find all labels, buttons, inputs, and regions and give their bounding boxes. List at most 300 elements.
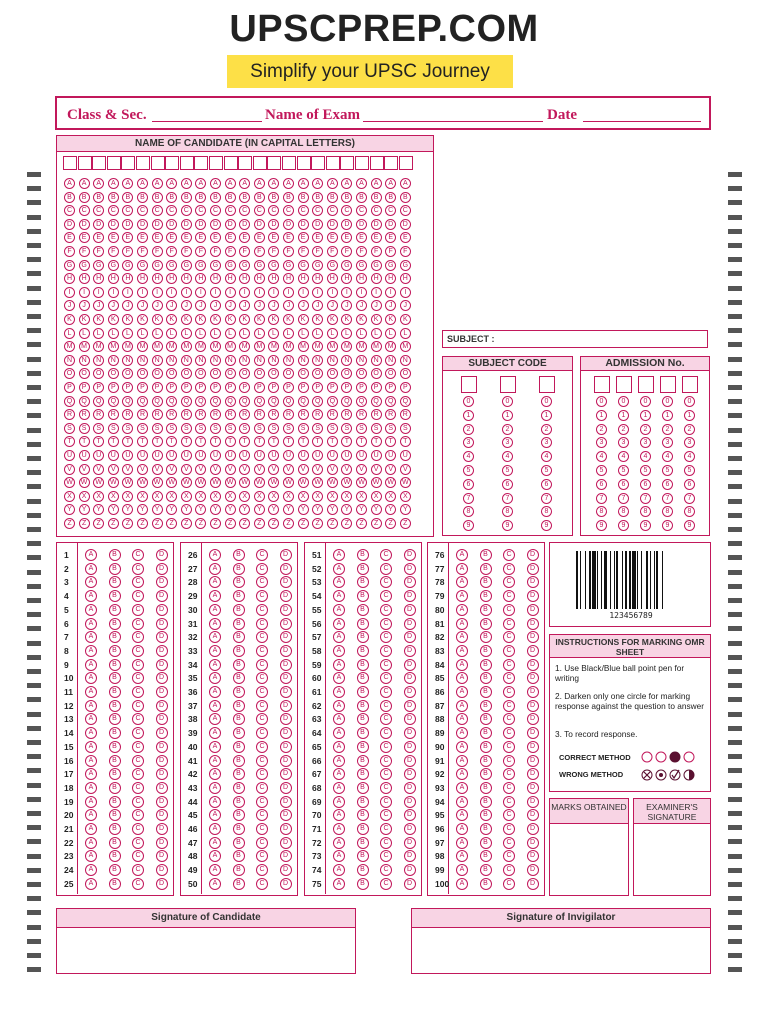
name-bubble[interactable]: P [225, 382, 236, 393]
name-bubble[interactable]: T [108, 436, 119, 447]
name-bubble[interactable]: Y [268, 504, 279, 515]
name-letter-box[interactable] [224, 156, 238, 170]
name-bubble[interactable]: I [327, 287, 338, 298]
name-bubble[interactable]: E [195, 232, 206, 243]
answer-bubble[interactable]: B [480, 659, 492, 671]
name-bubble[interactable]: N [254, 355, 265, 366]
answer-bubble[interactable]: C [503, 727, 515, 739]
name-bubble[interactable]: X [64, 491, 75, 502]
name-bubble[interactable]: Y [312, 504, 323, 515]
answer-bubble[interactable]: D [156, 686, 168, 698]
answer-bubble[interactable]: D [404, 631, 416, 643]
name-bubble[interactable]: G [268, 260, 279, 271]
name-bubble[interactable]: N [79, 355, 90, 366]
name-letter-box[interactable] [282, 156, 296, 170]
answer-bubble[interactable]: D [404, 604, 416, 616]
answer-bubble[interactable]: A [333, 549, 345, 561]
admission-bubble[interactable]: 9 [596, 520, 607, 531]
name-bubble[interactable]: N [210, 355, 221, 366]
admission-box[interactable] [594, 376, 610, 393]
subject-code-bubble[interactable]: 3 [502, 437, 513, 448]
name-bubble[interactable]: A [385, 178, 396, 189]
name-bubble[interactable]: M [137, 341, 148, 352]
name-bubble[interactable]: A [181, 178, 192, 189]
name-bubble[interactable]: L [122, 328, 133, 339]
class-sec-field[interactable] [152, 121, 262, 122]
answer-bubble[interactable]: D [280, 796, 292, 808]
answer-bubble[interactable]: B [109, 700, 121, 712]
name-bubble[interactable]: J [152, 300, 163, 311]
name-bubble[interactable]: V [356, 464, 367, 475]
name-bubble[interactable]: H [166, 273, 177, 284]
name-bubble[interactable]: U [298, 450, 309, 461]
name-bubble[interactable]: Q [356, 396, 367, 407]
name-bubble[interactable]: J [356, 300, 367, 311]
name-bubble[interactable]: Z [268, 518, 279, 529]
answer-bubble[interactable]: B [233, 672, 245, 684]
name-bubble[interactable]: H [108, 273, 119, 284]
name-bubble[interactable]: O [371, 368, 382, 379]
answer-bubble[interactable]: A [456, 768, 468, 780]
admission-bubble[interactable]: 7 [640, 493, 651, 504]
name-bubble[interactable]: G [400, 260, 411, 271]
name-bubble[interactable]: W [122, 477, 133, 488]
name-bubble[interactable]: T [298, 436, 309, 447]
admission-bubble[interactable]: 9 [640, 520, 651, 531]
name-bubble[interactable]: R [254, 409, 265, 420]
answer-bubble[interactable]: B [480, 727, 492, 739]
name-bubble[interactable]: V [210, 464, 221, 475]
name-bubble[interactable]: A [152, 178, 163, 189]
name-bubble[interactable]: D [79, 219, 90, 230]
answer-bubble[interactable]: A [209, 672, 221, 684]
answer-bubble[interactable]: A [85, 741, 97, 753]
answer-bubble[interactable]: B [357, 741, 369, 753]
answer-bubble[interactable]: A [333, 850, 345, 862]
name-bubble[interactable]: L [152, 328, 163, 339]
name-bubble[interactable]: Z [356, 518, 367, 529]
answer-bubble[interactable]: B [233, 659, 245, 671]
admission-bubble[interactable]: 5 [640, 465, 651, 476]
answer-bubble[interactable]: D [280, 618, 292, 630]
name-letter-box[interactable] [238, 156, 252, 170]
name-bubble[interactable]: W [356, 477, 367, 488]
answer-bubble[interactable]: A [85, 631, 97, 643]
name-bubble[interactable]: V [268, 464, 279, 475]
name-bubble[interactable]: H [152, 273, 163, 284]
name-bubble[interactable]: S [195, 423, 206, 434]
answer-bubble[interactable]: D [156, 837, 168, 849]
answer-bubble[interactable]: A [209, 590, 221, 602]
name-bubble[interactable]: J [122, 300, 133, 311]
name-bubble[interactable]: N [327, 355, 338, 366]
answer-bubble[interactable]: B [109, 590, 121, 602]
name-bubble[interactable]: X [166, 491, 177, 502]
answer-bubble[interactable]: D [280, 563, 292, 575]
name-bubble[interactable]: Q [210, 396, 221, 407]
name-bubble[interactable]: S [122, 423, 133, 434]
answer-bubble[interactable]: C [132, 837, 144, 849]
answer-bubble[interactable]: D [404, 741, 416, 753]
answer-bubble[interactable]: D [280, 755, 292, 767]
answer-bubble[interactable]: A [85, 837, 97, 849]
name-bubble[interactable]: K [137, 314, 148, 325]
name-bubble[interactable]: H [298, 273, 309, 284]
name-bubble[interactable]: G [108, 260, 119, 271]
admission-bubble[interactable]: 5 [596, 465, 607, 476]
subject-code-bubble[interactable]: 3 [541, 437, 552, 448]
name-bubble[interactable]: Z [166, 518, 177, 529]
answer-bubble[interactable]: D [527, 563, 539, 575]
name-bubble[interactable]: J [327, 300, 338, 311]
name-bubble[interactable]: Z [93, 518, 104, 529]
name-bubble[interactable]: S [283, 423, 294, 434]
name-bubble[interactable]: C [268, 205, 279, 216]
name-bubble[interactable]: T [64, 436, 75, 447]
answer-bubble[interactable]: B [357, 796, 369, 808]
name-bubble[interactable]: V [166, 464, 177, 475]
name-bubble[interactable]: K [268, 314, 279, 325]
name-bubble[interactable]: X [312, 491, 323, 502]
name-bubble[interactable]: H [283, 273, 294, 284]
subject-code-bubble[interactable]: 2 [463, 424, 474, 435]
answer-bubble[interactable]: C [503, 768, 515, 780]
name-bubble[interactable]: T [210, 436, 221, 447]
name-letter-box[interactable] [121, 156, 135, 170]
name-bubble[interactable]: W [400, 477, 411, 488]
answer-bubble[interactable]: A [209, 576, 221, 588]
answer-bubble[interactable]: D [156, 850, 168, 862]
answer-bubble[interactable]: C [132, 686, 144, 698]
name-bubble[interactable]: B [152, 192, 163, 203]
name-bubble[interactable]: B [166, 192, 177, 203]
name-bubble[interactable]: Q [327, 396, 338, 407]
name-bubble[interactable]: J [93, 300, 104, 311]
exam-name-field[interactable] [363, 121, 543, 122]
name-bubble[interactable]: R [385, 409, 396, 420]
answer-bubble[interactable]: C [132, 604, 144, 616]
answer-bubble[interactable]: C [503, 864, 515, 876]
name-bubble[interactable]: F [400, 246, 411, 257]
name-bubble[interactable]: P [122, 382, 133, 393]
name-bubble[interactable]: B [210, 192, 221, 203]
name-bubble[interactable]: J [195, 300, 206, 311]
name-bubble[interactable]: D [283, 219, 294, 230]
answer-bubble[interactable]: A [456, 741, 468, 753]
name-bubble[interactable]: S [181, 423, 192, 434]
answer-bubble[interactable]: C [256, 590, 268, 602]
answer-bubble[interactable]: D [156, 672, 168, 684]
name-bubble[interactable]: Q [371, 396, 382, 407]
admission-bubble[interactable]: 2 [640, 424, 651, 435]
name-bubble[interactable]: C [239, 205, 250, 216]
answer-bubble[interactable]: A [85, 700, 97, 712]
name-bubble[interactable]: Y [166, 504, 177, 515]
name-bubble[interactable]: U [312, 450, 323, 461]
answer-bubble[interactable]: D [404, 686, 416, 698]
subject-code-box[interactable] [500, 376, 516, 393]
name-bubble[interactable]: Z [152, 518, 163, 529]
answer-bubble[interactable]: D [280, 823, 292, 835]
answer-bubble[interactable]: A [333, 864, 345, 876]
name-bubble[interactable]: P [166, 382, 177, 393]
answer-bubble[interactable]: B [233, 809, 245, 821]
subject-field[interactable] [442, 330, 708, 348]
name-bubble[interactable]: V [385, 464, 396, 475]
name-bubble[interactable]: N [137, 355, 148, 366]
answer-bubble[interactable]: C [132, 727, 144, 739]
name-letter-box[interactable] [194, 156, 208, 170]
name-bubble[interactable]: F [137, 246, 148, 257]
name-bubble[interactable]: M [341, 341, 352, 352]
answer-bubble[interactable]: A [333, 686, 345, 698]
answer-bubble[interactable]: B [357, 755, 369, 767]
admission-box[interactable] [638, 376, 654, 393]
answer-bubble[interactable]: C [380, 850, 392, 862]
name-bubble[interactable]: H [122, 273, 133, 284]
answer-bubble[interactable]: D [527, 645, 539, 657]
marks-obtained-box[interactable] [549, 798, 629, 896]
name-bubble[interactable]: U [400, 450, 411, 461]
answer-bubble[interactable]: D [527, 796, 539, 808]
admission-bubble[interactable]: 3 [684, 437, 695, 448]
answer-bubble[interactable]: B [109, 864, 121, 876]
answer-bubble[interactable]: D [404, 576, 416, 588]
name-bubble[interactable]: P [210, 382, 221, 393]
name-bubble[interactable]: T [341, 436, 352, 447]
name-bubble[interactable]: Q [152, 396, 163, 407]
admission-bubble[interactable]: 2 [662, 424, 673, 435]
name-bubble[interactable]: S [108, 423, 119, 434]
answer-bubble[interactable]: B [109, 645, 121, 657]
answer-bubble[interactable]: D [404, 755, 416, 767]
name-bubble[interactable]: S [254, 423, 265, 434]
admission-bubble[interactable]: 8 [640, 506, 651, 517]
answer-bubble[interactable]: A [333, 741, 345, 753]
name-bubble[interactable]: P [268, 382, 279, 393]
answer-bubble[interactable]: D [280, 782, 292, 794]
name-bubble[interactable]: M [239, 341, 250, 352]
name-letter-box[interactable] [267, 156, 281, 170]
name-bubble[interactable]: B [371, 192, 382, 203]
name-bubble[interactable]: L [93, 328, 104, 339]
name-bubble[interactable]: T [400, 436, 411, 447]
subject-code-bubble[interactable]: 3 [463, 437, 474, 448]
name-bubble[interactable]: E [268, 232, 279, 243]
name-bubble[interactable]: B [122, 192, 133, 203]
name-bubble[interactable]: N [122, 355, 133, 366]
answer-bubble[interactable]: D [280, 686, 292, 698]
name-bubble[interactable]: O [108, 368, 119, 379]
name-bubble[interactable]: B [400, 192, 411, 203]
name-bubble[interactable]: M [298, 341, 309, 352]
name-bubble[interactable]: B [312, 192, 323, 203]
name-bubble[interactable]: O [225, 368, 236, 379]
name-bubble[interactable]: N [166, 355, 177, 366]
name-bubble[interactable]: P [181, 382, 192, 393]
name-bubble[interactable]: H [93, 273, 104, 284]
name-bubble[interactable]: L [210, 328, 221, 339]
answer-bubble[interactable]: B [233, 741, 245, 753]
name-bubble[interactable]: X [93, 491, 104, 502]
name-bubble[interactable]: L [312, 328, 323, 339]
name-bubble[interactable]: Q [283, 396, 294, 407]
answer-bubble[interactable]: D [404, 713, 416, 725]
answer-bubble[interactable]: B [109, 563, 121, 575]
name-bubble[interactable]: D [254, 219, 265, 230]
answer-bubble[interactable]: A [85, 604, 97, 616]
name-letter-box[interactable] [92, 156, 106, 170]
answer-bubble[interactable]: D [280, 727, 292, 739]
answer-bubble[interactable]: C [256, 850, 268, 862]
name-bubble[interactable]: B [181, 192, 192, 203]
name-bubble[interactable]: S [268, 423, 279, 434]
name-bubble[interactable]: Y [371, 504, 382, 515]
admission-bubble[interactable]: 5 [618, 465, 629, 476]
answer-bubble[interactable]: C [380, 576, 392, 588]
name-bubble[interactable]: C [371, 205, 382, 216]
name-bubble[interactable]: O [79, 368, 90, 379]
name-bubble[interactable]: V [79, 464, 90, 475]
name-bubble[interactable]: P [64, 382, 75, 393]
name-bubble[interactable]: H [239, 273, 250, 284]
answer-bubble[interactable]: A [333, 796, 345, 808]
name-bubble[interactable]: E [137, 232, 148, 243]
answer-bubble[interactable]: B [233, 878, 245, 890]
answer-bubble[interactable]: D [404, 850, 416, 862]
answer-bubble[interactable]: B [109, 823, 121, 835]
name-bubble[interactable]: A [268, 178, 279, 189]
name-bubble[interactable]: K [195, 314, 206, 325]
answer-bubble[interactable]: D [156, 631, 168, 643]
name-bubble[interactable]: X [341, 491, 352, 502]
name-bubble[interactable]: U [79, 450, 90, 461]
answer-bubble[interactable]: C [132, 796, 144, 808]
subject-code-bubble[interactable]: 9 [541, 520, 552, 531]
name-bubble[interactable]: G [181, 260, 192, 271]
name-bubble[interactable]: E [312, 232, 323, 243]
name-bubble[interactable]: D [239, 219, 250, 230]
name-bubble[interactable]: A [137, 178, 148, 189]
name-bubble[interactable]: O [312, 368, 323, 379]
name-bubble[interactable]: G [137, 260, 148, 271]
name-letter-box[interactable] [399, 156, 413, 170]
name-bubble[interactable]: D [400, 219, 411, 230]
name-bubble[interactable]: I [166, 287, 177, 298]
answer-bubble[interactable]: B [109, 618, 121, 630]
name-bubble[interactable]: R [152, 409, 163, 420]
answer-bubble[interactable]: A [456, 659, 468, 671]
name-bubble[interactable]: X [239, 491, 250, 502]
name-bubble[interactable]: D [225, 219, 236, 230]
name-bubble[interactable]: P [239, 382, 250, 393]
name-bubble[interactable]: N [341, 355, 352, 366]
name-bubble[interactable]: I [312, 287, 323, 298]
name-bubble[interactable]: L [385, 328, 396, 339]
answer-bubble[interactable]: B [233, 686, 245, 698]
name-bubble[interactable]: A [64, 178, 75, 189]
name-bubble[interactable]: A [356, 178, 367, 189]
answer-bubble[interactable]: D [527, 549, 539, 561]
name-bubble[interactable]: S [356, 423, 367, 434]
answer-bubble[interactable]: A [456, 850, 468, 862]
name-bubble[interactable]: E [152, 232, 163, 243]
name-bubble[interactable]: R [225, 409, 236, 420]
answer-bubble[interactable]: B [480, 672, 492, 684]
name-bubble[interactable]: U [195, 450, 206, 461]
name-bubble[interactable]: R [210, 409, 221, 420]
answer-bubble[interactable]: B [233, 576, 245, 588]
name-bubble[interactable]: E [64, 232, 75, 243]
name-bubble[interactable]: O [195, 368, 206, 379]
answer-bubble[interactable]: C [132, 713, 144, 725]
answer-bubble[interactable]: A [333, 768, 345, 780]
name-bubble[interactable]: J [371, 300, 382, 311]
name-bubble[interactable]: S [137, 423, 148, 434]
name-bubble[interactable]: O [356, 368, 367, 379]
name-bubble[interactable]: Y [254, 504, 265, 515]
name-bubble[interactable]: F [239, 246, 250, 257]
answer-bubble[interactable]: C [132, 590, 144, 602]
name-bubble[interactable]: N [298, 355, 309, 366]
name-bubble[interactable]: B [341, 192, 352, 203]
name-bubble[interactable]: D [93, 219, 104, 230]
name-letter-box[interactable] [165, 156, 179, 170]
name-bubble[interactable]: R [108, 409, 119, 420]
answer-bubble[interactable]: A [85, 782, 97, 794]
name-bubble[interactable]: B [195, 192, 206, 203]
answer-bubble[interactable]: D [280, 659, 292, 671]
answer-bubble[interactable]: A [209, 878, 221, 890]
admission-bubble[interactable]: 9 [662, 520, 673, 531]
answer-bubble[interactable]: D [404, 864, 416, 876]
name-bubble[interactable]: D [210, 219, 221, 230]
subject-code-bubble[interactable]: 8 [541, 506, 552, 517]
answer-bubble[interactable]: C [256, 796, 268, 808]
name-bubble[interactable]: I [93, 287, 104, 298]
answer-bubble[interactable]: A [333, 672, 345, 684]
name-bubble[interactable]: S [312, 423, 323, 434]
name-bubble[interactable]: P [152, 382, 163, 393]
name-bubble[interactable]: Y [195, 504, 206, 515]
answer-bubble[interactable]: C [503, 700, 515, 712]
answer-bubble[interactable]: A [333, 645, 345, 657]
answer-bubble[interactable]: C [256, 576, 268, 588]
name-bubble[interactable]: I [181, 287, 192, 298]
name-bubble[interactable]: Q [195, 396, 206, 407]
answer-bubble[interactable]: B [109, 686, 121, 698]
name-bubble[interactable]: D [108, 219, 119, 230]
name-bubble[interactable]: H [371, 273, 382, 284]
name-bubble[interactable]: X [327, 491, 338, 502]
answer-bubble[interactable]: B [233, 618, 245, 630]
answer-bubble[interactable]: A [333, 576, 345, 588]
answer-bubble[interactable]: D [404, 549, 416, 561]
name-bubble[interactable]: G [93, 260, 104, 271]
name-bubble[interactable]: S [371, 423, 382, 434]
name-letter-box[interactable] [340, 156, 354, 170]
answer-bubble[interactable]: B [109, 850, 121, 862]
answer-bubble[interactable]: B [233, 563, 245, 575]
name-bubble[interactable]: E [93, 232, 104, 243]
answer-bubble[interactable]: C [380, 864, 392, 876]
name-bubble[interactable]: A [312, 178, 323, 189]
subject-code-box[interactable] [461, 376, 477, 393]
subject-code-bubble[interactable]: 0 [463, 396, 474, 407]
answer-bubble[interactable]: D [404, 782, 416, 794]
name-bubble[interactable]: H [356, 273, 367, 284]
answer-bubble[interactable]: C [380, 823, 392, 835]
